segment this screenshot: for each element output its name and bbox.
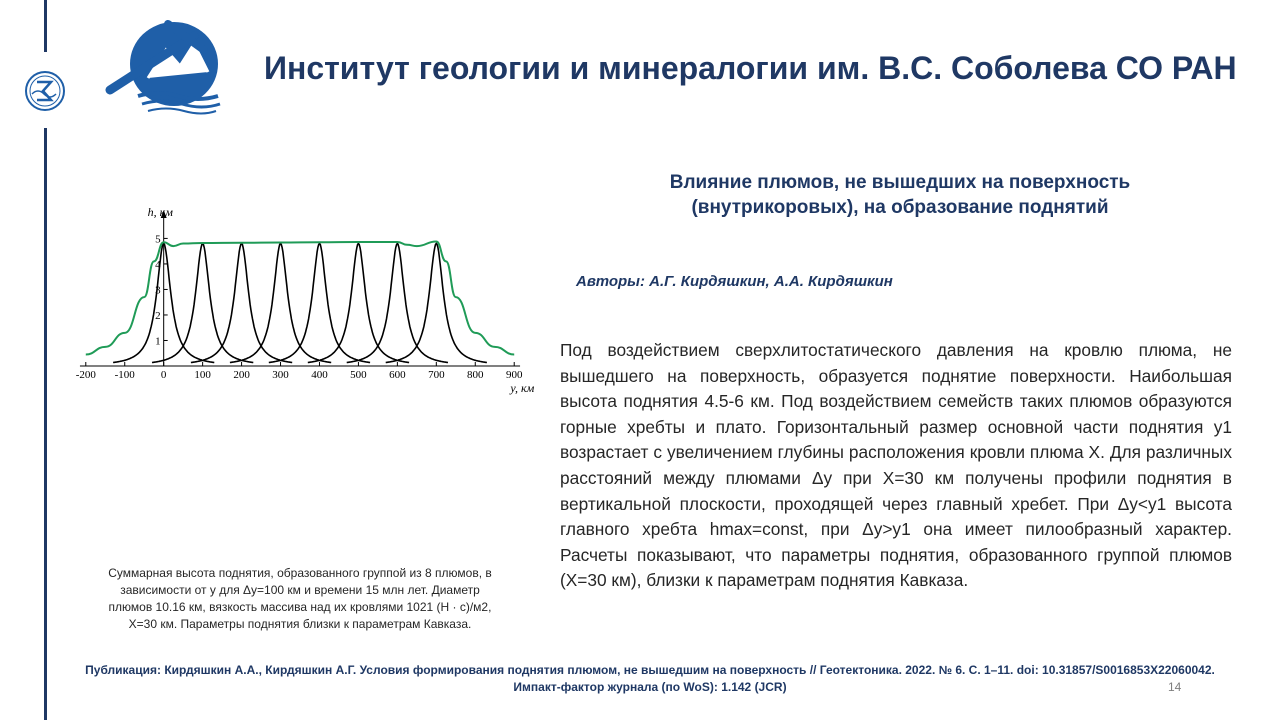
igm-institute-logo <box>108 20 228 116</box>
uplift-chart <box>60 200 535 400</box>
impact-factor: Импакт-фактор журнала (по WoS): 1.142 (JCR) <box>513 680 787 694</box>
x-tick-label: 400 <box>311 369 328 381</box>
page-number: 14 <box>1168 680 1182 694</box>
y-tick-label: 2 <box>155 309 161 322</box>
chart-axes <box>76 210 523 381</box>
y-axis-label: h, км <box>147 205 173 219</box>
y-tick-label: 4 <box>155 258 161 271</box>
x-tick-label: 200 <box>233 369 250 381</box>
x-axis-label: y, км <box>510 381 535 395</box>
chart-curves <box>86 241 514 362</box>
x-tick-label: 100 <box>194 369 211 381</box>
authors: Авторы: А.Г. Кирдяшкин, А.А. Кирдяшкин <box>576 273 893 290</box>
institute-title: Институт геологии и минералогии им. В.С. Соболева СО РАН <box>264 50 1237 86</box>
total-uplift-curve <box>86 241 514 354</box>
x-tick-label: 800 <box>467 369 484 381</box>
slide-heading-line2: (внутрикоровых), на образование поднятий <box>691 197 1109 218</box>
x-tick-label: 300 <box>272 369 289 381</box>
x-tick-label: 600 <box>389 369 406 381</box>
slide-heading <box>610 170 1190 220</box>
x-tick-label: 0 <box>160 369 167 381</box>
y-tick-label: 1 <box>155 335 161 348</box>
x-tick-label: 700 <box>428 369 445 381</box>
slide-heading-line1: Влияние плюмов, не вышедших на поверхность <box>669 172 1131 193</box>
y-tick-label: 3 <box>155 284 161 297</box>
publication-info <box>40 662 1260 696</box>
publication-citation: Публикация: Кирдяшкин А.А., Кирдяшкин А.Г. Условия формирования поднятия плюмом, не вышедшим на поверхность // Геотектоника. 2022. № 6. С. 1–11. doi: 10.31857/S0016853X22060042. <box>85 663 1215 677</box>
chart-caption: Суммарная высота поднятия, образованного группой из 8 плюмов, в зависимости от y для Δy=100 км и времени 15 млн лет. Диаметр плюмов 10.16 км, вязкость массива над их кровлями 1021 (Н · с)/м2, X=30 км. Параметры поднятия близки к параметрам Кавказа. <box>108 566 492 631</box>
x-tick-label: 500 <box>350 369 367 381</box>
x-tick-label: -100 <box>114 369 135 381</box>
sigma-geo-logo <box>24 70 66 112</box>
y-tick-label: 5 <box>155 233 161 246</box>
x-tick-label: 900 <box>505 369 523 381</box>
body-paragraph: Под воздействием сверхлитостатического давления на кровлю плюма, не вышедшего на поверхность, образуется поднятие поверхности. Наибольшая высота поднятия 4.5-6 км. Под воздействием семейств таких плюмов образуются горные хребты и плато. Горизонтальный размер основной части поднятия y1 возрастает с увеличением глубины расположения кровли плюма X. Для различных расстояний между плюмами Δy при X=30 км получены профили поднятия в вертикальной плоскости, проходящей через главный хребет. При Δy<y1 высота главного хребта hmax=const, при Δy>y1 она имеет пилообразный характер. Расчеты показывают, что параметры поднятия, образованного группой плюмов (X=30 км), близки к параметрам поднятия Кавказа. <box>560 340 1232 591</box>
x-tick-label: -200 <box>75 369 96 381</box>
